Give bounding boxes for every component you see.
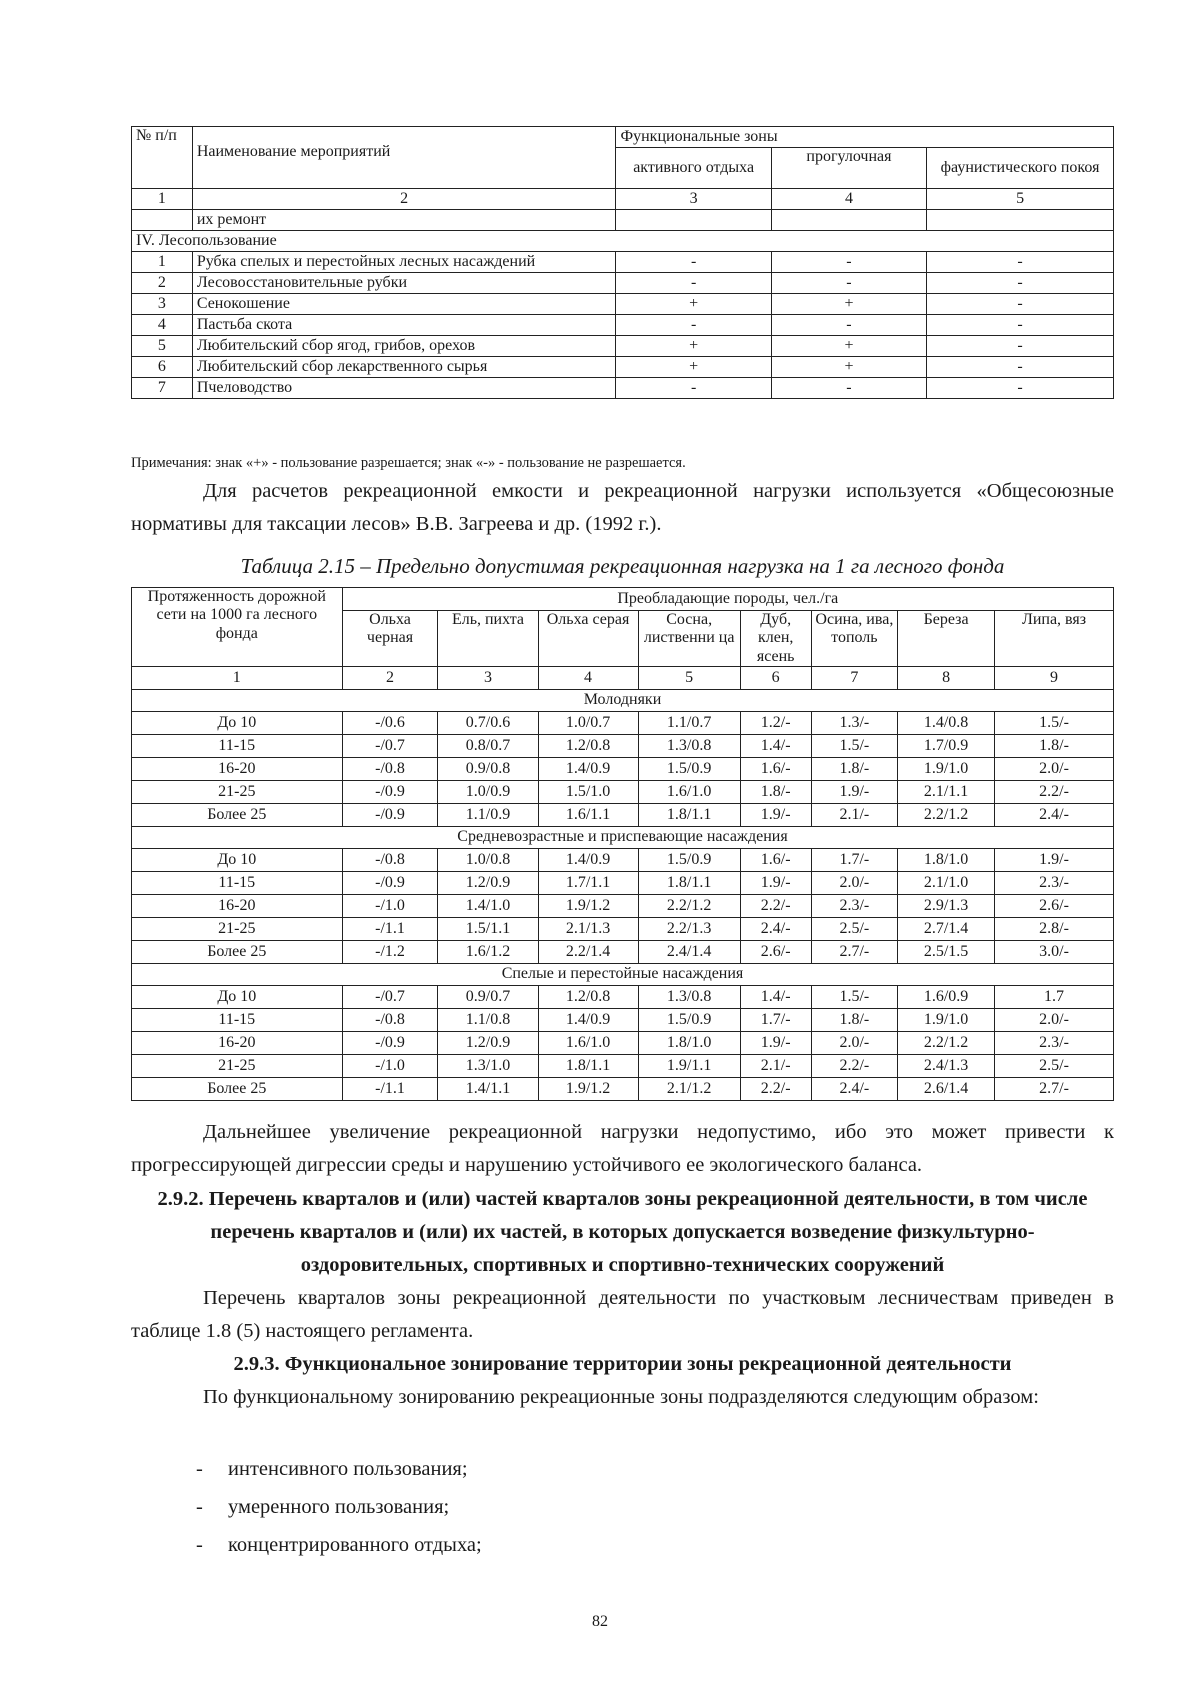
colnum: 2 [192,189,616,210]
load-value-cell: 3.0/- [995,941,1114,964]
load-value-cell: 2.1/1.1 [898,781,995,804]
list-item [196,1450,482,1488]
load-value-cell: 2.2/1.2 [638,895,740,918]
table-row [132,252,1114,273]
zone-walk-cell: - [771,273,926,294]
activity-name: Любительский сбор лекарственного сырья [192,357,616,378]
load-value-cell: 2.5/1.5 [898,941,995,964]
header-species-group: Преобладающие породы, чел./га [342,588,1113,611]
zone-walk-cell: - [771,315,926,336]
load-value-cell: -/0.8 [342,758,438,781]
load-value-cell: -/0.7 [342,986,438,1009]
load-value-cell: 2.3/- [811,895,898,918]
road-density-cell: 21-25 [132,781,343,804]
load-value-cell: 2.8/- [995,918,1114,941]
list-item-text: интенсивного пользования; [228,1458,468,1480]
species-header: Дуб, клен, ясень [740,611,811,667]
table-row [132,895,1114,918]
table-row [132,1078,1114,1101]
load-value-cell: 1.2/0.9 [438,872,538,895]
species-header: Осина, ива, тополь [811,611,898,667]
load-value-cell: 2.0/- [811,1032,898,1055]
table-row [132,378,1114,399]
section-row [132,690,1114,712]
load-value-cell: 1.9/1.0 [898,1009,995,1032]
load-value-cell: -/0.9 [342,781,438,804]
road-density-cell: До 10 [132,849,343,872]
load-value-cell: 2.6/- [995,895,1114,918]
load-value-cell: 1.7 [995,986,1114,1009]
row-number: 7 [132,378,193,399]
table-row [132,294,1114,315]
load-value-cell: 2.4/- [740,918,811,941]
paragraph: Для расчетов рекреационной емкости и рекреационной нагрузки используется «Общесоюзные нормативы для таксации лесов» В.В. Загреева и др. (1992 г.). [131,480,1114,535]
species-header: Ольха черная [342,611,438,667]
load-value-cell: 1.7/- [740,1009,811,1032]
load-value-cell: 2.2/- [740,895,811,918]
row-number: 5 [132,336,193,357]
zone-fauna-cell: - [927,336,1114,357]
load-value-cell: 1.4/- [740,735,811,758]
header-road-network: Протяженность дорожной сети на 1000 га лесного фонда [132,588,343,667]
load-value-cell: 1.7/- [811,849,898,872]
load-value-cell: 2.9/1.3 [898,895,995,918]
header-num: № п/п [132,127,193,189]
load-value-cell: 1.6/- [740,758,811,781]
activity-name: Пчеловодство [192,378,616,399]
table-row [132,804,1114,827]
section-row-label: IV. Лесопользование [132,231,1114,252]
paragraph: По функциональному зонированию рекреационные зоны подразделяются следующим образом: [203,1386,1039,1408]
load-value-cell: 1.2/0.8 [538,986,638,1009]
load-value-cell: 1.8/1.1 [638,804,740,827]
zone-active-cell: + [616,336,771,357]
load-value-cell: 1.8/1.0 [898,849,995,872]
load-value-cell: 1.6/1.0 [638,781,740,804]
load-value-cell: 2.6/1.4 [898,1078,995,1101]
table-caption: Таблица 2.15 – Предельно допустимая рекреационная нагрузка на 1 га лесного фонда [240,554,1005,578]
zone-walk-cell: + [771,357,926,378]
recreation-load-table [131,587,1114,1101]
header-walk: прогулочная [771,148,926,189]
section-title: Спелые и перестойные насаждения [132,964,1114,986]
load-value-cell: 1.9/1.2 [538,1078,638,1101]
table-row [132,918,1114,941]
load-value-cell: 1.9/- [740,1032,811,1055]
load-value-cell: -/1.0 [342,1055,438,1078]
zone-fauna-cell: - [927,273,1114,294]
zone-active-cell: - [616,378,771,399]
load-value-cell: 1.4/1.0 [438,895,538,918]
road-density-cell: 11-15 [132,735,343,758]
load-value-cell: 1.9/1.1 [638,1055,740,1078]
zone-walk-cell: + [771,294,926,315]
activity-name: Сенокошение [192,294,616,315]
load-value-cell: -/1.0 [342,895,438,918]
activity-name: Пастьба скота [192,315,616,336]
load-value-cell: 0.9/0.8 [438,758,538,781]
load-value-cell: 1.3/1.0 [438,1055,538,1078]
page-number: 82 [592,1613,608,1630]
load-value-cell: 1.4/0.8 [898,712,995,735]
load-value-cell: -/0.9 [342,872,438,895]
load-value-cell: 1.1/0.8 [438,1009,538,1032]
header-zones: Функциональные зоны [616,127,1114,148]
section-row [132,964,1114,986]
colnum: 4 [771,189,926,210]
load-value-cell: 1.8/- [995,735,1114,758]
activities-table [131,126,1114,399]
table-row [132,941,1114,964]
zone-active-cell: + [616,357,771,378]
load-value-cell: 1.2/0.8 [538,735,638,758]
load-value-cell: 1.5/0.9 [638,849,740,872]
activity-name: Любительский сбор ягод, грибов, орехов [192,336,616,357]
road-density-cell: 16-20 [132,1032,343,1055]
load-value-cell: -/1.1 [342,1078,438,1101]
section-row [132,827,1114,849]
load-value-cell: 2.1/1.2 [638,1078,740,1101]
colnum: 7 [811,667,898,690]
table-row [132,1009,1114,1032]
load-value-cell: 2.7/- [995,1078,1114,1101]
load-value-cell: 0.9/0.7 [438,986,538,1009]
zone-walk-cell [771,210,926,231]
road-density-cell: Более 25 [132,1078,343,1101]
load-value-cell: 2.0/- [995,758,1114,781]
load-value-cell: 1.0/0.9 [438,781,538,804]
load-value-cell: 2.6/- [740,941,811,964]
load-value-cell: 1.4/- [740,986,811,1009]
activities-body [132,210,1114,399]
table-row [132,210,1114,231]
load-value-cell: 1.6/0.9 [898,986,995,1009]
species-header: Ольха серая [538,611,638,667]
table-row [132,986,1114,1009]
load-value-cell: 1.9/- [811,781,898,804]
load-value-cell: 1.1/0.7 [638,712,740,735]
zone-active-cell: - [616,315,771,336]
load-value-cell: 1.8/- [811,1009,898,1032]
list-marker: - [196,1458,203,1480]
load-value-cell: 1.5/- [995,712,1114,735]
load-value-cell: 2.0/- [811,872,898,895]
table-row [132,336,1114,357]
load-value-cell: 2.4/1.4 [638,941,740,964]
load-value-cell: 1.8/1.0 [638,1032,740,1055]
load-value-cell: 2.4/1.3 [898,1055,995,1078]
header-name: Наименование мероприятий [192,127,616,189]
load-value-cell: 2.7/1.4 [898,918,995,941]
load-value-cell: 2.4/- [995,804,1114,827]
zone-walk-cell: - [771,378,926,399]
activity-name: Рубка спелых и перестойных лесных насаждений [192,252,616,273]
load-value-cell: 1.5/1.1 [438,918,538,941]
table-row [132,315,1114,336]
load-value-cell: 2.5/- [995,1055,1114,1078]
paragraph: Перечень кварталов зоны рекреационной деятельности по участковым лесничествам приведен в таблице 1.8 (5) настоящего регламента. [131,1287,1114,1342]
row-number: 1 [132,252,193,273]
load-value-cell: 1.6/1.0 [538,1032,638,1055]
load-value-cell: 2.2/- [740,1078,811,1101]
load-value-cell: 1.1/0.9 [438,804,538,827]
load-value-cell: 1.3/0.8 [638,986,740,1009]
load-value-cell: 1.8/- [740,781,811,804]
road-density-cell: 11-15 [132,1009,343,1032]
load-value-cell: 1.5/- [811,986,898,1009]
load-value-cell: -/0.6 [342,712,438,735]
load-value-cell: 1.9/1.0 [898,758,995,781]
list-marker: - [196,1496,203,1518]
row-number: 4 [132,315,193,336]
row-number: 2 [132,273,193,294]
header-fauna: фаунистического покоя [927,148,1114,189]
colnum: 5 [638,667,740,690]
zone-walk-cell: + [771,336,926,357]
road-density-cell: Более 25 [132,941,343,964]
load-value-cell: 1.2/- [740,712,811,735]
colnum: 3 [616,189,771,210]
load-value-cell: -/0.8 [342,1009,438,1032]
load-value-cell: 1.5/- [811,735,898,758]
section-heading: 2.9.2. Перечень кварталов и (или) частей кварталов зоны рекреационной деятельности, в том числе перечень кварталов и (или) их частей, в которых допускается возведение физкультурно-оздоровительных, спортивных и спортивно-технических сооружений [157,1188,1088,1276]
load-value-cell: -/0.9 [342,804,438,827]
species-header: Сосна, лиственни ца [638,611,740,667]
load-value-cell: 1.4/1.1 [438,1078,538,1101]
load-value-cell: 1.7/0.9 [898,735,995,758]
table-row [132,231,1114,252]
road-density-cell: До 10 [132,986,343,1009]
zone-walk-cell: - [771,252,926,273]
list-marker: - [196,1534,203,1556]
colnum: 5 [927,189,1114,210]
load-value-cell: 2.2/- [995,781,1114,804]
load-value-cell: 2.2/1.2 [898,1032,995,1055]
load-value-cell: 1.4/0.9 [538,849,638,872]
load-value-cell: 1.6/1.1 [538,804,638,827]
load-value-cell: 1.2/0.9 [438,1032,538,1055]
colnum: 9 [995,667,1114,690]
activity-name: Лесовосстановительные рубки [192,273,616,294]
road-density-cell: До 10 [132,712,343,735]
load-value-cell: 1.4/0.9 [538,1009,638,1032]
colnum: 4 [538,667,638,690]
zone-fauna-cell [927,210,1114,231]
road-density-cell: 21-25 [132,918,343,941]
road-density-cell: 16-20 [132,758,343,781]
list-item-text: концентрированного отдыха; [228,1534,482,1556]
table-row [132,357,1114,378]
load-value-cell: 0.8/0.7 [438,735,538,758]
load-value-cell: 1.9/- [740,872,811,895]
load-value-cell: 2.2/- [811,1055,898,1078]
zone-fauna-cell: - [927,294,1114,315]
load-value-cell: 1.0/0.7 [538,712,638,735]
load-value-cell: 1.8/1.1 [538,1055,638,1078]
colnum: 1 [132,189,193,210]
zone-active-cell: - [616,273,771,294]
section-title: Молодняки [132,690,1114,712]
load-value-cell: -/1.2 [342,941,438,964]
load-value-cell: 1.4/0.9 [538,758,638,781]
colnum: 3 [438,667,538,690]
table-row [132,273,1114,294]
load-value-cell: 1.3/0.8 [638,735,740,758]
colnum-row [132,667,1114,690]
row-number [132,210,193,231]
load-value-cell: 2.4/- [811,1078,898,1101]
load-value-cell: 2.2/1.3 [638,918,740,941]
list-item [196,1488,482,1526]
section-heading: 2.9.3. Функциональное зонирование территории зоны рекреационной деятельности [233,1353,1012,1375]
zone-fauna-cell: - [927,357,1114,378]
road-density-cell: 21-25 [132,1055,343,1078]
load-value-cell: 2.2/1.2 [898,804,995,827]
load-value-cell: -/1.1 [342,918,438,941]
list-item-text: умеренного пользования; [228,1496,450,1518]
load-value-cell: 1.0/0.8 [438,849,538,872]
load-value-cell: -/0.8 [342,849,438,872]
load-value-cell: 1.3/- [811,712,898,735]
load-value-cell: 2.5/- [811,918,898,941]
section-title: Средневозрастные и приспевающие насаждения [132,827,1114,849]
load-value-cell: -/0.7 [342,735,438,758]
load-value-cell: -/0.9 [342,1032,438,1055]
zone-fauna-cell: - [927,315,1114,336]
species-header: Береза [898,611,995,667]
table-note: Примечания: знак «+» - пользование разрешается; знак «-» - пользование не разрешается. [131,455,686,471]
load-value-cell: 2.3/- [995,1032,1114,1055]
load-value-cell: 1.8/1.1 [638,872,740,895]
table-row [132,849,1114,872]
row-number: 3 [132,294,193,315]
zone-active-cell: - [616,252,771,273]
zone-active-cell: + [616,294,771,315]
load-value-cell: 1.5/0.9 [638,1009,740,1032]
colnum: 2 [342,667,438,690]
load-value-cell: 0.7/0.6 [438,712,538,735]
table-row [132,1055,1114,1078]
row-number: 6 [132,357,193,378]
table-row [132,1032,1114,1055]
paragraph: Дальнейшее увеличение рекреационной нагрузки недопустимо, ибо это может привести к прогрессирующей дигрессии среды и нарушению устойчивого ее экологического баланса. [131,1121,1114,1176]
load-value-cell: 2.1/1.0 [898,872,995,895]
activity-name: их ремонт [192,210,616,231]
recreation-load-body [132,690,1114,1101]
list-item [196,1526,482,1564]
load-value-cell: 2.3/- [995,872,1114,895]
load-value-cell: 1.7/1.1 [538,872,638,895]
load-value-cell: 1.9/1.2 [538,895,638,918]
zone-list [196,1450,482,1564]
load-value-cell: 2.0/- [995,1009,1114,1032]
load-value-cell: 1.5/0.9 [638,758,740,781]
zone-fauna-cell: - [927,378,1114,399]
table-row [132,758,1114,781]
load-value-cell: 1.5/1.0 [538,781,638,804]
road-density-cell: 11-15 [132,872,343,895]
load-value-cell: 1.9/- [995,849,1114,872]
species-header: Ель, пихта [438,611,538,667]
load-value-cell: 2.1/- [740,1055,811,1078]
colnum: 6 [740,667,811,690]
table-row [132,781,1114,804]
species-header: Липа, вяз [995,611,1114,667]
load-value-cell: 1.8/- [811,758,898,781]
colnum: 1 [132,667,343,690]
road-density-cell: 16-20 [132,895,343,918]
zone-active-cell [616,210,771,231]
table-row [132,872,1114,895]
road-density-cell: Более 25 [132,804,343,827]
zone-fauna-cell: - [927,252,1114,273]
load-value-cell: 2.2/1.4 [538,941,638,964]
header-active: активного отдыха [616,148,771,189]
table-row [132,735,1114,758]
load-value-cell: 1.6/- [740,849,811,872]
colnum: 8 [898,667,995,690]
load-value-cell: 2.1/- [811,804,898,827]
load-value-cell: 2.7/- [811,941,898,964]
table-row [132,712,1114,735]
load-value-cell: 1.6/1.2 [438,941,538,964]
load-value-cell: 1.9/- [740,804,811,827]
load-value-cell: 2.1/1.3 [538,918,638,941]
